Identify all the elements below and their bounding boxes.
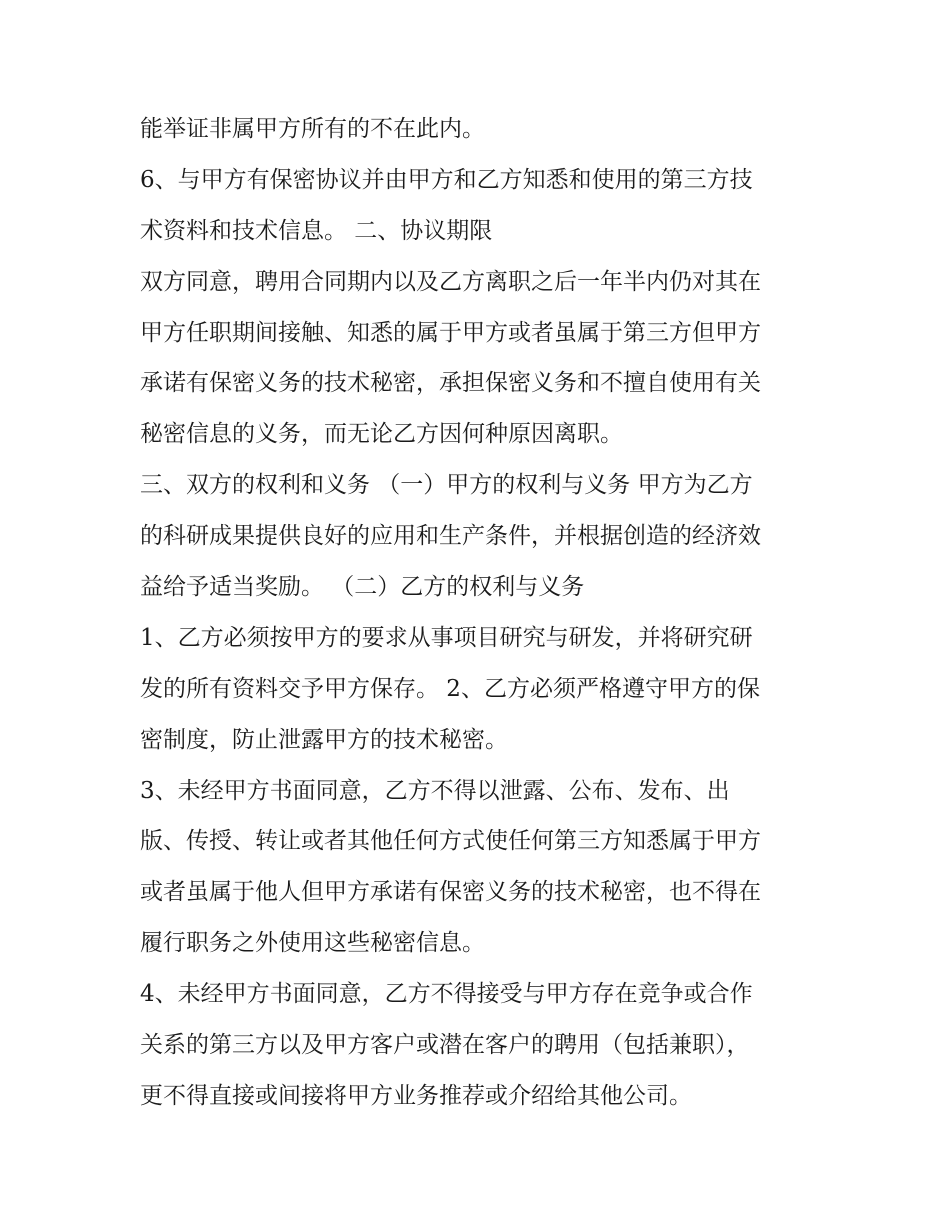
- text-line: 6、与甲方有保密协议并由甲方和乙方知悉和使用的第三方技: [140, 166, 753, 193]
- text-line: 承诺有保密义务的技术秘密，承担保密义务和不擅自使用有关: [140, 370, 761, 397]
- text-line: 密制度，防止泄露甲方的技术秘密。: [140, 726, 508, 753]
- text-line: 能举证非属甲方所有的不在此内。: [140, 116, 485, 142]
- text-line: 发的所有资料交予甲方保存。 2、乙方必须严格遵守甲方的保: [140, 675, 760, 702]
- text-line: 或者虽属于他人但甲方承诺有保密义务的技术秘密，也不得在: [140, 879, 761, 906]
- text-line: 甲方任职期间接触、知悉的属于甲方或者虽属于第三方但甲方: [140, 319, 761, 346]
- text-line: 的科研成果提供良好的应用和生产条件，并根据创造的经济效: [140, 523, 761, 550]
- text-line: 履行职务之外使用这些秘密信息。: [140, 930, 485, 957]
- text-line: 1、乙方必须按甲方的要求从事项目研究与研发，并将研究研: [140, 624, 753, 651]
- text-line: 4、未经甲方书面同意，乙方不得接受与甲方存在竞争或合作: [140, 981, 753, 1008]
- text-line: 关系的第三方以及甲方客户或潜在客户的聘用（包括兼职），: [140, 1032, 750, 1059]
- text-line: 双方同意，聘用合同期内以及乙方离职之后一年半内仍对其在: [140, 268, 761, 295]
- text-line: 秘密信息的义务，而无论乙方因何种原因离职。: [140, 421, 623, 448]
- text-line: 更不得直接或间接将甲方业务推荐或介绍给其他公司。: [140, 1082, 692, 1109]
- text-line: 版、传授、转让或者其他任何方式使任何第三方知悉属于甲方: [140, 828, 761, 855]
- text-line: 术资料和技术信息。 二、协议期限: [140, 217, 493, 244]
- text-line: 三、双方的权利和义务 （一）甲方的权利与义务 甲方为乙方: [140, 472, 753, 499]
- text-line: 3、未经甲方书面同意，乙方不得以泄露、公布、发布、出: [140, 777, 730, 804]
- document-body: [140, 104, 830, 1122]
- text-line: 益给予适当奖励。 （二）乙方的权利与义务: [140, 574, 585, 601]
